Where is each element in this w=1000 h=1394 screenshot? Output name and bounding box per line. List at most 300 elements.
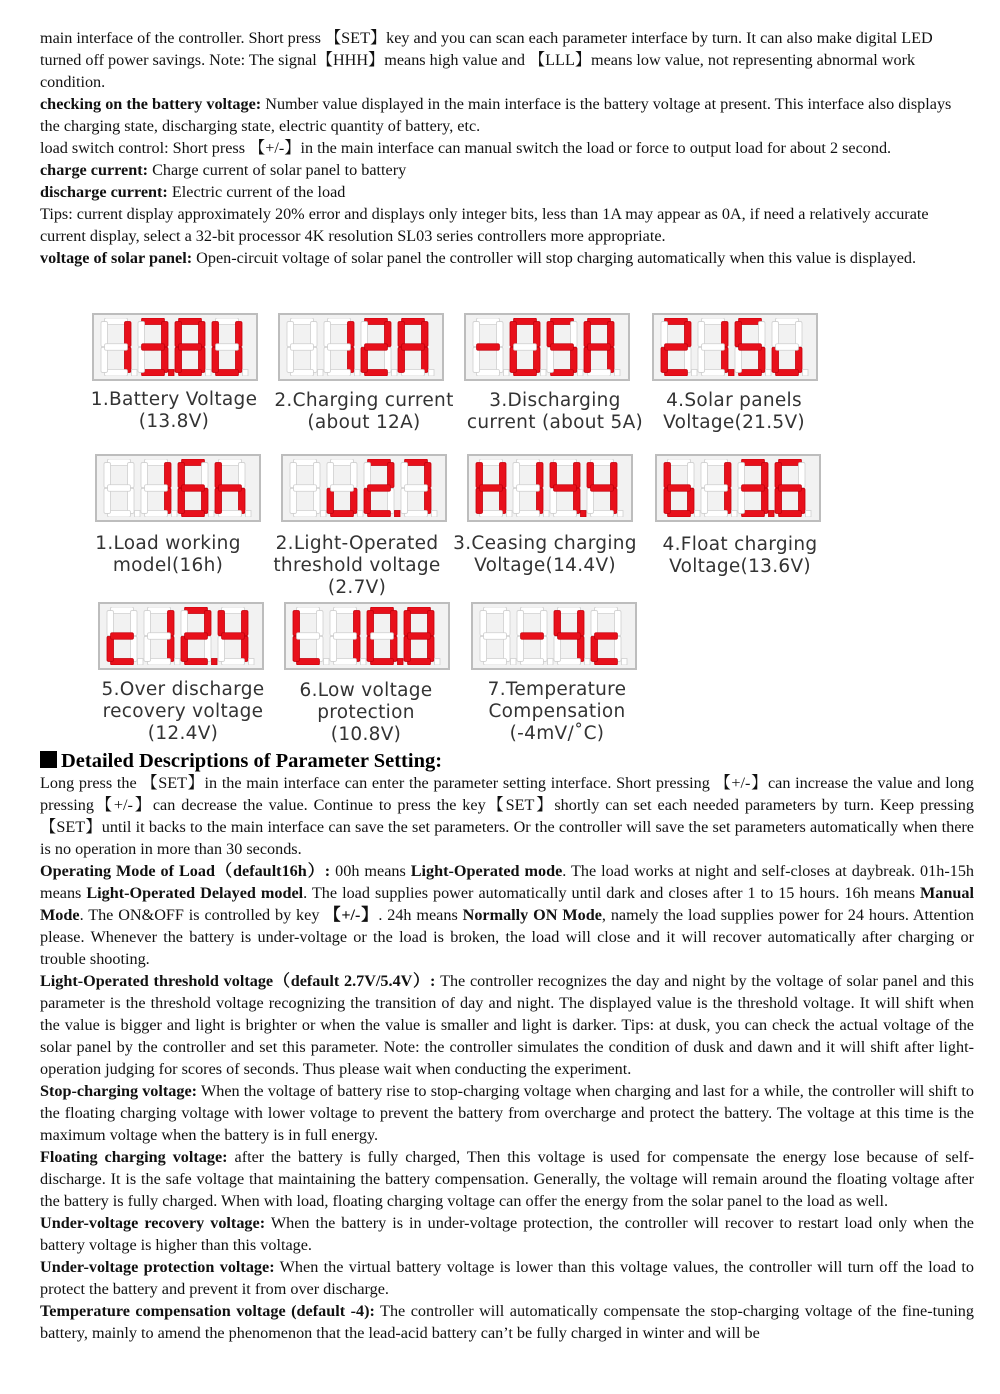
unlit-segment: [799, 463, 806, 488]
decimal-point: [806, 511, 812, 518]
lit-segment: [722, 347, 729, 372]
lit-segment: [181, 636, 188, 661]
lit-segment: [759, 347, 766, 372]
lit-segment: [165, 488, 172, 513]
lit-segment: [361, 347, 368, 372]
lit-segment: [739, 370, 762, 377]
caption-line: recovery voltage: [102, 701, 264, 722]
decimal-point: [578, 370, 584, 377]
lit-segment: [242, 636, 249, 661]
unlit-segment: [484, 659, 507, 666]
seven-segment-readout: [657, 318, 813, 376]
unlit-segment: [294, 485, 317, 492]
lit-segment: [514, 370, 537, 377]
unlit-segment: [334, 633, 357, 640]
seven-segment-readout: [660, 459, 816, 517]
unlit-segment: [181, 611, 188, 636]
unlit-segment: [108, 511, 131, 518]
caption-line: 1.Battery Voltage: [90, 389, 258, 410]
display-caption: [74, 389, 274, 433]
unlit-segment: [701, 488, 708, 513]
lit-segment: [199, 347, 206, 372]
decimal-point: [732, 511, 738, 518]
lit-segment: [348, 322, 355, 347]
unlit-segment: [587, 488, 594, 513]
decimal-point: [172, 511, 178, 518]
detail-text: [40, 772, 974, 1344]
lit-segment: [587, 463, 594, 488]
unlit-segment: [759, 322, 766, 347]
lit-segment: [762, 488, 769, 513]
lit-segment: [611, 463, 618, 488]
lit-segment: [404, 636, 411, 661]
lit-segment: [216, 370, 239, 377]
unlit-segment: [402, 370, 425, 377]
seven-segment-readout: [469, 318, 625, 376]
unlit-segment: [571, 322, 578, 347]
unlit-segment: [294, 511, 317, 518]
unlit-segment: [291, 318, 314, 325]
unlit-segment: [588, 370, 611, 377]
decimal-point: [544, 511, 550, 518]
lit-segment: [404, 611, 411, 636]
unlit-segment: [484, 633, 507, 640]
lit-segment: [178, 488, 185, 513]
unlit-segment: [702, 344, 725, 351]
lit-segment: [428, 636, 435, 661]
lit-segment: [236, 347, 243, 372]
decimal-point: [581, 511, 587, 518]
lit-segment: [551, 318, 574, 325]
lit-segment: [665, 344, 688, 351]
caption-line: 1.Load working: [95, 533, 241, 554]
section-heading: [40, 749, 442, 773]
lit-segment: [661, 347, 668, 372]
caption-line: current (about 5A): [466, 412, 644, 433]
caption-line: protection: [317, 702, 415, 723]
lit-segment: [480, 485, 503, 492]
lit-segment: [297, 659, 320, 666]
caption-line: Compensation: [488, 701, 626, 722]
seven-segment-readout: [289, 607, 445, 665]
unlit-segment: [216, 318, 239, 325]
intro-text: [40, 27, 974, 269]
caption-line: 7.Temperature: [487, 679, 627, 700]
unlit-segment: [328, 318, 351, 325]
unlit-segment: [202, 463, 209, 488]
lit-segment: [725, 463, 732, 488]
detail-paragraph: Under-voltage protection voltage: When the virtual battery voltage is lower than this voltage values, the controller will turn off the load to protect the battery and prevent it from over discharge.: [40, 1258, 975, 1298]
lit-segment: [739, 318, 762, 325]
detail-paragraph: Floating charging voltage: after the battery is fully charged, Then this voltage is used for compensate the energy lose because of self-discharge. It is the safe voltage that maintaining the battery compensation. Generally, the voltage will remain around the floating voltage after the battery is fully charged. When with load, floating charging voltage can offer the energy from the solar panel to the load as well.: [40, 1148, 974, 1210]
unlit-segment: [705, 485, 728, 492]
unlit-segment: [517, 636, 524, 661]
unlit-segment: [311, 322, 318, 347]
lit-segment: [558, 633, 581, 640]
decimal-point: [135, 511, 141, 518]
unlit-segment: [484, 607, 507, 614]
detail-paragraph: Long press the 【SET】in the main interface can enter the parameter setting interface. Short pressing 【+/-】can increase the value and long pressing【+/-】can decrease the value. Continue to press the key【SET】shortly can set each needed parameters by turn. Keep pressing【SET】until it backs to the main interface can save the set parameters. Or the controller will save the set parameters automatically when there is no operation in more than 30 seconds.: [40, 774, 974, 858]
unlit-segment: [108, 485, 131, 492]
unlit-segment: [218, 636, 225, 661]
decimal-point: [618, 511, 624, 518]
lit-segment: [514, 318, 537, 325]
led-display: [281, 454, 447, 522]
lit-segment: [111, 633, 134, 640]
lit-segment: [179, 370, 202, 377]
lit-segment: [368, 459, 391, 466]
unlit-segment: [776, 344, 799, 351]
lit-segment: [398, 347, 405, 372]
unlit-segment: [101, 322, 108, 347]
lit-segment: [327, 488, 334, 513]
lit-segment: [595, 659, 618, 666]
lit-segment: [212, 322, 219, 347]
unlit-segment: [148, 633, 171, 640]
unlit-segment: [297, 633, 320, 640]
decimal-point: [169, 370, 175, 377]
seven-segment-readout: [97, 318, 253, 376]
unlit-segment: [317, 611, 324, 636]
seven-segment-readout: [476, 607, 632, 665]
unlit-segment: [205, 636, 212, 661]
unlit-segment: [148, 607, 171, 614]
lit-segment: [779, 459, 802, 466]
unlit-segment: [385, 347, 392, 372]
lit-segment: [182, 511, 205, 518]
unlit-segment: [239, 463, 246, 488]
unlit-segment: [138, 347, 145, 372]
unlit-segment: [331, 485, 354, 492]
unlit-segment: [698, 322, 705, 347]
lit-segment: [293, 636, 300, 661]
unlit-segment: [702, 370, 725, 377]
lit-segment: [668, 485, 691, 492]
unlit-segment: [104, 488, 111, 513]
lit-segment: [608, 322, 615, 347]
lit-segment: [391, 636, 398, 661]
led-display: [464, 313, 630, 381]
unlit-segment: [388, 488, 395, 513]
unlit-segment: [216, 344, 239, 351]
seven-segment-readout: [103, 607, 259, 665]
lit-segment: [534, 347, 541, 372]
lit-segment: [775, 463, 782, 488]
lit-segment: [185, 607, 208, 614]
lit-segment: [772, 347, 779, 372]
led-display: [92, 313, 258, 381]
lit-segment: [175, 322, 182, 347]
lit-segment: [368, 511, 391, 518]
unlit-segment: [290, 488, 297, 513]
lit-segment: [142, 370, 165, 377]
caption-line: (10.8V): [330, 724, 402, 745]
lit-segment: [408, 633, 431, 640]
lit-segment: [664, 463, 671, 488]
decimal-point: [132, 370, 138, 377]
lit-segment: [162, 347, 169, 372]
unlit-segment: [314, 488, 321, 513]
unlit-segment: [219, 511, 242, 518]
lit-segment: [554, 485, 577, 492]
unlit-segment: [517, 459, 540, 466]
unlit-segment: [504, 611, 511, 636]
decimal-point: [212, 659, 218, 666]
unlit-segment: [291, 344, 314, 351]
display-caption: [457, 679, 657, 745]
led-display: [471, 602, 637, 670]
lit-segment: [212, 347, 219, 372]
detail-paragraph: Temperature compensation voltage (default -4): The controller will automatically compensate the stop-charging voltage of the fine-tuning battery, mainly to amend the phenomenon that the lead-acid battery can’t be fully charged in winter and will be: [40, 1302, 974, 1342]
unlit-segment: [688, 463, 695, 488]
unlit-segment: [105, 344, 128, 351]
decimal-point: [766, 370, 772, 377]
unlit-segment: [480, 611, 487, 636]
lit-segment: [685, 322, 692, 347]
lit-segment: [776, 370, 799, 377]
decimal-point: [585, 659, 591, 666]
lit-segment: [722, 322, 729, 347]
caption-line: 5.Over discharge: [101, 679, 265, 700]
unlit-segment: [330, 636, 337, 661]
lit-segment: [779, 511, 802, 518]
detail-paragraph: Under-voltage recovery voltage: When the battery is in under-voltage protection, the controller will recover to restart load only when the battery voltage is higher than this voltage.: [40, 1214, 974, 1254]
unlit-segment: [517, 511, 540, 518]
decimal-point: [432, 511, 438, 518]
lit-segment: [365, 344, 388, 351]
lit-segment: [578, 611, 585, 636]
lit-segment: [425, 488, 432, 513]
unlit-segment: [513, 463, 520, 488]
lit-segment: [365, 370, 388, 377]
lit-segment: [595, 633, 618, 640]
lit-segment: [422, 322, 429, 347]
unlit-segment: [517, 485, 540, 492]
lit-segment: [408, 659, 431, 666]
unlit-segment: [331, 459, 354, 466]
lit-segment: [547, 322, 554, 347]
decimal-point: [507, 511, 513, 518]
unlit-segment: [334, 659, 357, 666]
unlit-segment: [105, 370, 128, 377]
seven-segment-readout: [100, 459, 256, 517]
lit-segment: [611, 488, 618, 513]
lit-segment: [578, 636, 585, 661]
unlit-segment: [521, 607, 544, 614]
unlit-segment: [287, 347, 294, 372]
unlit-segment: [558, 659, 581, 666]
lit-segment: [725, 488, 732, 513]
lit-segment: [584, 322, 591, 347]
decimal-point: [246, 511, 252, 518]
unlit-segment: [796, 322, 803, 347]
unlit-segment: [401, 463, 408, 488]
unlit-segment: [105, 318, 128, 325]
lit-segment: [354, 636, 361, 661]
intro-paragraph: voltage of solar panel: Open-circuit voltage of solar panel the controller will stop charging automatically when this value is displayed.: [40, 249, 917, 267]
led-display: [652, 313, 818, 381]
lit-segment: [775, 488, 782, 513]
display-caption: [445, 533, 645, 577]
unlit-segment: [701, 463, 708, 488]
lit-segment: [500, 488, 507, 513]
lit-segment: [179, 344, 202, 351]
lit-segment: [364, 488, 371, 513]
caption-line: 4.Float charging: [662, 534, 818, 555]
unlit-segment: [361, 322, 368, 347]
lit-segment: [365, 318, 388, 325]
lit-segment: [668, 511, 691, 518]
unlit-segment: [477, 318, 500, 325]
display-caption: [266, 680, 466, 746]
unlit-segment: [615, 611, 622, 636]
unlit-segment: [668, 459, 691, 466]
unlit-segment: [128, 488, 135, 513]
lit-segment: [125, 347, 132, 372]
caption-line: threshold voltage: [273, 555, 441, 576]
lit-segment: [215, 463, 222, 488]
unlit-segment: [222, 607, 245, 614]
unlit-segment: [521, 659, 544, 666]
intro-paragraph: discharge current: Electric current of the load: [40, 183, 346, 201]
lit-segment: [665, 370, 688, 377]
unlit-segment: [364, 463, 371, 488]
decimal-point: [175, 659, 181, 666]
lit-segment: [402, 344, 425, 351]
caption-line: 2.Light-Operated: [275, 533, 439, 554]
decimal-point: [318, 370, 324, 377]
decimal-point: [541, 370, 547, 377]
unlit-segment: [735, 347, 742, 372]
unlit-segment: [514, 344, 537, 351]
unlit-segment: [738, 463, 745, 488]
unlit-segment: [141, 463, 148, 488]
led-display: [467, 454, 633, 522]
display-caption: [264, 390, 464, 434]
lit-segment: [368, 485, 391, 492]
decimal-point: [695, 511, 701, 518]
decimal-point: [398, 659, 404, 666]
lit-segment: [510, 322, 517, 347]
lit-segment: [354, 611, 361, 636]
unlit-segment: [328, 370, 351, 377]
decimal-point: [243, 370, 249, 377]
lit-segment: [608, 347, 615, 372]
decimal-point: [321, 511, 327, 518]
lit-segment: [425, 463, 432, 488]
unlit-segment: [131, 611, 138, 636]
lit-segment: [331, 511, 354, 518]
lit-segment: [534, 322, 541, 347]
intro-paragraph: charge current: Charge current of solar panel to battery: [40, 161, 407, 179]
lit-segment: [500, 463, 507, 488]
unlit-segment: [327, 463, 334, 488]
lit-segment: [664, 488, 671, 513]
lit-segment: [236, 322, 243, 347]
lit-segment: [222, 633, 245, 640]
lit-segment: [142, 318, 165, 325]
lit-segment: [111, 659, 134, 666]
unlit-segment: [738, 488, 745, 513]
unlit-segment: [558, 607, 581, 614]
unlit-segment: [131, 636, 138, 661]
lit-segment: [205, 611, 212, 636]
lit-segment: [591, 636, 598, 661]
unlit-segment: [702, 318, 725, 325]
decimal-point: [392, 370, 398, 377]
lit-segment: [199, 322, 206, 347]
lit-segment: [215, 488, 222, 513]
unlit-segment: [108, 459, 131, 466]
decimal-point: [622, 659, 628, 666]
lit-segment: [476, 463, 483, 488]
display-caption: [68, 533, 268, 577]
lit-segment: [142, 344, 165, 351]
unlit-segment: [297, 607, 320, 614]
seven-segment-readout: [472, 459, 628, 517]
decimal-point: [729, 370, 735, 377]
led-display: [278, 313, 444, 381]
unlit-segment: [324, 347, 331, 372]
lit-segment: [165, 463, 172, 488]
decimal-point: [429, 370, 435, 377]
unlit-segment: [287, 322, 294, 347]
caption-line: Voltage(14.4V): [474, 555, 616, 576]
caption-line: 3.Ceasing charging: [453, 533, 637, 554]
lit-segment: [742, 511, 765, 518]
decimal-point: [803, 370, 809, 377]
decimal-point: [435, 659, 441, 666]
caption-line: (13.8V): [138, 411, 210, 432]
lit-segment: [551, 344, 574, 351]
unlit-segment: [554, 459, 577, 466]
decimal-point: [209, 511, 215, 518]
lit-segment: [239, 488, 246, 513]
unlit-segment: [334, 607, 357, 614]
lit-segment: [219, 485, 242, 492]
unlit-segment: [685, 347, 692, 372]
lit-segment: [588, 318, 611, 325]
unlit-segment: [145, 511, 168, 518]
unlit-segment: [513, 488, 520, 513]
decimal-point: [504, 370, 510, 377]
lit-segment: [371, 607, 394, 614]
lit-segment: [125, 322, 132, 347]
unlit-segment: [107, 611, 114, 636]
unlit-segment: [141, 488, 148, 513]
unlit-segment: [291, 370, 314, 377]
display-caption: [455, 390, 655, 434]
caption-line: Voltage(21.5V): [663, 412, 805, 433]
section-title: Detailed Descriptions of Parameter Setting:: [61, 750, 443, 772]
lit-segment: [168, 611, 175, 636]
lit-segment: [422, 347, 429, 372]
unlit-segment: [554, 511, 577, 518]
lit-segment: [554, 611, 561, 636]
lit-segment: [162, 322, 169, 347]
lit-segment: [293, 611, 300, 636]
lit-segment: [739, 344, 762, 351]
lit-segment: [521, 633, 544, 640]
unlit-segment: [144, 611, 151, 636]
unlit-segment: [328, 344, 351, 351]
unlit-segment: [138, 322, 145, 347]
caption-line: 6.Low voltage: [299, 680, 433, 701]
lit-segment: [537, 463, 544, 488]
lit-segment: [218, 611, 225, 636]
caption-line: (12.4V): [147, 723, 219, 744]
unlit-segment: [661, 322, 668, 347]
